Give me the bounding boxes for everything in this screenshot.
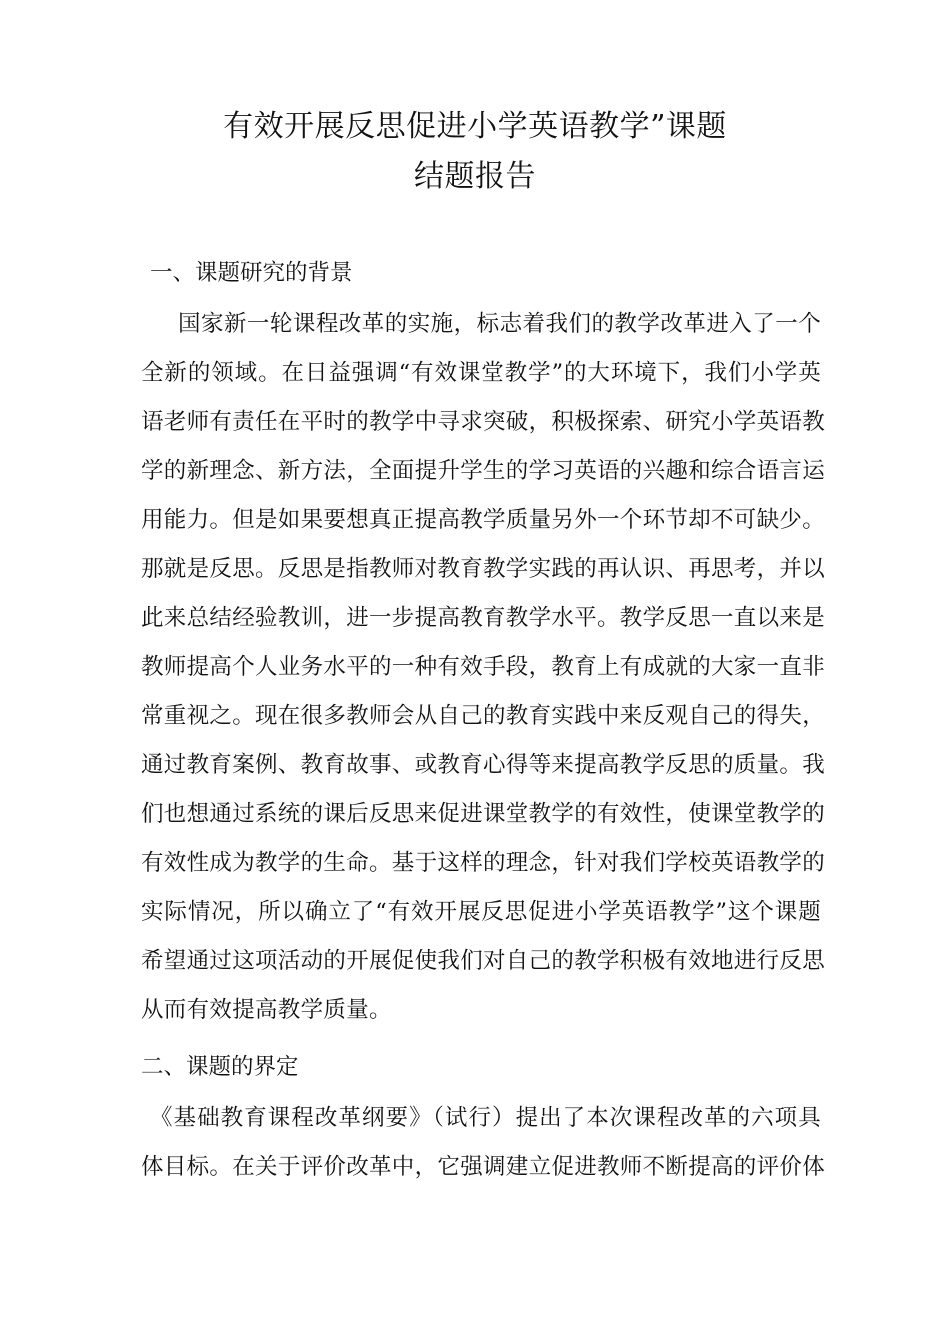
paragraph-line: 从而有效提高教学质量。 (141, 997, 392, 1023)
paragraph-line: 学的新理念、新方法，全面提升学生的学习英语的兴趣和综合语言运 (141, 458, 826, 484)
paragraph-line: 常重视之。现在很多教师会从自己的教育实践中来反观自己的得失， (141, 703, 826, 729)
paragraph-line: 《基础教育课程改革纲要》（试行）提出了本次课程改革的六项具 (150, 1105, 821, 1131)
paragraph-line: 语老师有责任在平时的教学中寻求突破，积极探索、研究小学英语教 (141, 409, 826, 435)
document-title: 有效开展反思促进小学英语教学”课题 (223, 109, 727, 144)
paragraph-line: 体目标。在关于评价改革中，它强调建立促进教师不断提高的评价体 (141, 1154, 826, 1180)
paragraph-line: 们也想通过系统的课后反思来促进课堂教学的有效性，使课堂教学的 (141, 801, 826, 827)
section-heading-definition: 二、课题的界定 (141, 1054, 299, 1080)
section-heading-background: 一、课题研究的背景 (150, 260, 353, 286)
paragraph-line: 国家新一轮课程改革的实施，标志着我们的教学改革进入了一个 (178, 311, 821, 337)
paragraph-line: 实际情况，所以确立了“有效开展反思促进小学英语教学”这个课题 (141, 899, 821, 925)
paragraph-line: 希望通过这项活动的开展促使我们对自己的教学积极有效地进行反思 (141, 948, 826, 974)
paragraph-line: 全新的领域。在日益强调“有效课堂教学”的大环境下，我们小学英 (141, 360, 821, 386)
paragraph-line: 有效性成为教学的生命。基于这样的理念，针对我们学校英语教学的 (141, 850, 826, 876)
paragraph-line: 此来总结经验教训，进一步提高教育教学水平。教学反思一直以来是 (141, 605, 826, 631)
paragraph-line: 教师提高个人业务水平的一种有效手段，教育上有成就的大家一直非 (141, 654, 826, 680)
document-subtitle: 结题报告 (414, 159, 536, 194)
paragraph-line: 那就是反思。反思是指教师对教育教学实践的再认识、再思考，并以 (141, 556, 826, 582)
paragraph-line: 通过教育案例、教育故事、或教育心得等来提高教学反思的质量。我 (141, 752, 826, 778)
paragraph-line: 用能力。但是如果要想真正提高教学质量另外一个环节却不可缺少。 (141, 507, 826, 533)
